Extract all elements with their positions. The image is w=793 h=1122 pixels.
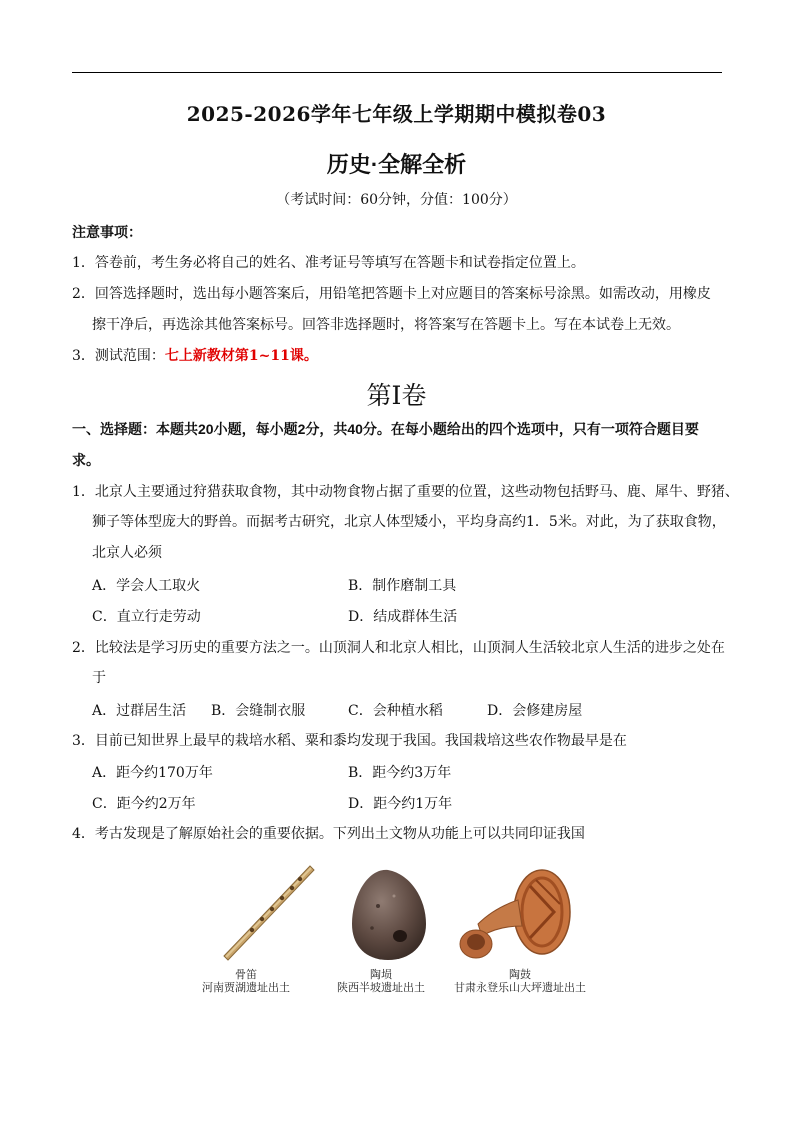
section-title: 第Ⅰ卷 (366, 381, 427, 410)
q4-stem-line-1: 4．考古发现是了解原始社会的重要依据。下列出土文物从功能上可以共同印证我国 (72, 826, 585, 842)
bone-flute-image (212, 860, 320, 962)
q3-option-b[interactable]: B．距今约3万年 (348, 765, 452, 781)
q2-stem-line-1: 2．比较法是学习历史的重要方法之一。山顶洞人和北京人相比，山顶洞人生活较北京人生活的进步之处在 (72, 640, 725, 656)
q1-option-a[interactable]: A．学会人工取火 (92, 578, 201, 594)
notice-item-1: 1．答卷前，考生务必将自己的姓名、准考证号等填写在答题卡和试卷指定位置上。 (72, 255, 585, 271)
q1-option-d[interactable]: D．结成群体生活 (348, 609, 458, 625)
notice-item-3 (72, 346, 318, 366)
test-scope: 七上新教材第1~11课。 (164, 348, 318, 364)
fig-2-place: 陕西半坡遗址出土 (337, 981, 425, 994)
notice-item-3-prefix: 3．测试范围： (72, 348, 165, 364)
q2-option-d[interactable]: D．会修建房屋 (487, 703, 583, 719)
q1-option-b[interactable]: B．制作磨制工具 (348, 578, 457, 594)
fig-3-place: 甘肃永登乐山大坪遗址出土 (454, 981, 586, 994)
q1-option-c[interactable]: C．直立行走劳动 (92, 609, 201, 625)
bone-flute-icon (224, 866, 314, 960)
q2-option-b[interactable]: B．会缝制衣服 (211, 703, 306, 719)
q1-stem-line-3: 北京人必须 (92, 545, 162, 561)
fig-3-name: 陶鼓 (509, 968, 531, 981)
fig-1-name: 骨笛 (235, 968, 257, 981)
exam-title: 2025-2026学年七年级上学期期中模拟卷03 (186, 102, 607, 126)
q1-stem-line-1: 1．北京人主要通过狩猎获取食物，其中动物食物占据了重要的位置，这些动物包括野马、鹿、犀牛、野猪、 (72, 484, 739, 500)
q3-stem-line-1: 3．目前已知世界上最早的栽培水稻、粟和黍均发现于我国。我国栽培这些农作物最早是在 (72, 733, 627, 749)
q3-option-c[interactable]: C．距今约2万年 (92, 796, 196, 812)
header-rule (72, 72, 722, 73)
notice-heading: 注意事项： (72, 224, 142, 240)
q2-stem-line-2: 于 (92, 670, 106, 686)
fig-2-caption (326, 968, 436, 994)
fig-1-place: 河南贾湖遗址出土 (202, 981, 290, 994)
section-intro-line-2: 求。 (72, 452, 100, 468)
q3-option-d[interactable]: D．距今约1万年 (348, 796, 453, 812)
clay-xun-icon (352, 870, 426, 960)
notice-item-2-line-2: 擦干净后，再选涂其他答案标号。回答非选择题时，将答案写在答题卡上。写在本试卷上无效。 (92, 317, 680, 333)
fig-3-caption (438, 968, 602, 994)
q3-option-a[interactable]: A．距今约170万年 (92, 765, 213, 781)
notice-item-2-line-1: 2．回答选择题时，选出每小题答案后，用铅笔把答题卡上对应题目的答案标号涂黑。如需改动，用橡皮 (72, 286, 711, 302)
exam-subtitle: 历史·全解全析 (326, 152, 467, 177)
clay-drum-image (456, 864, 574, 964)
clay-drum-icon (460, 870, 570, 958)
q2-option-c[interactable]: C．会种植水稻 (348, 703, 443, 719)
q2-option-a[interactable]: A．过群居生活 (92, 703, 187, 719)
q1-stem-line-2: 狮子等体型庞大的野兽。而据考古研究，北京人体型矮小，平均身高约1．5米。对此，为了获取食物， (92, 514, 726, 530)
clay-xun-image (348, 866, 430, 962)
fig-1-caption (196, 968, 296, 994)
section-intro-line-1: 一、选择题：本题共20小题，每小题2分，共40分。在每小题给出的四个选项中，只有一项符合题目要 (72, 421, 699, 437)
fig-2-name: 陶埙 (370, 968, 392, 981)
exam-info: （考试时间：60分钟，分值：100分） (276, 192, 517, 208)
